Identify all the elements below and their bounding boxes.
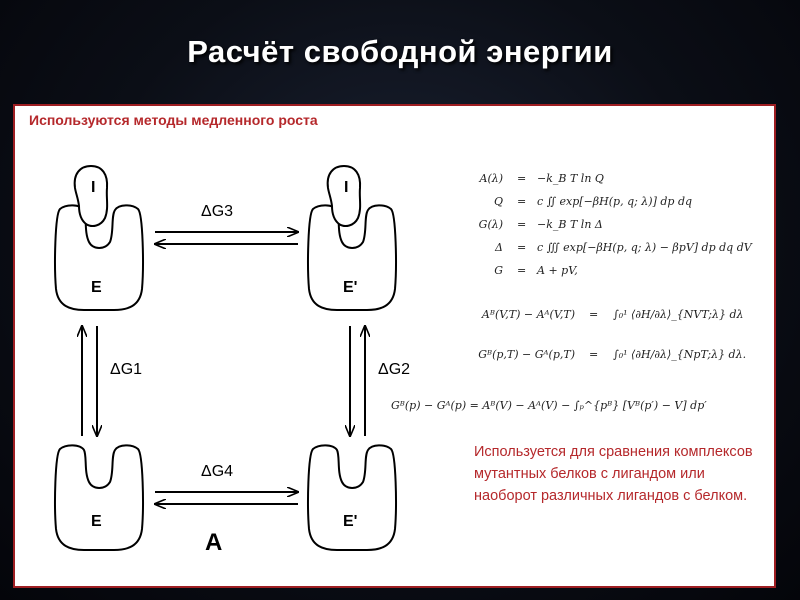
int1-rel: =	[589, 308, 599, 321]
eq2-rel: =	[517, 195, 527, 208]
ligand-label-top-right: I	[344, 179, 349, 196]
equation-system	[479, 172, 753, 277]
ligand-label-top-left: I	[91, 179, 96, 196]
panel-subtitle: Используются методы медленного роста	[29, 112, 318, 128]
equation-integrals	[478, 308, 746, 361]
edge-label-dg3: ΔG3	[201, 203, 234, 220]
eq1-rel: =	[517, 172, 527, 185]
int1-rhs: ∫₀¹ ⟨∂H/∂λ⟩_{NVT;λ} dλ	[613, 308, 744, 321]
protein-label-top-left: E	[91, 279, 102, 296]
int2-rhs: ∫₀¹ ⟨∂H/∂λ⟩_{NpT;λ} dλ.	[613, 348, 747, 361]
equations-block	[15, 106, 775, 586]
eq1-rhs: −k_B T ln Q	[537, 172, 604, 185]
int2-lhs: Gᴮ(p,T) − Gᴬ(p,T)	[478, 348, 575, 361]
eq2-rhs: c ∬ exp[−βH(p, q; λ)] dp dq	[537, 195, 693, 208]
cycle-label-a: A	[205, 529, 223, 556]
pressure-equation: Gᴮ(p) − Gᴬ(p) = Aᴮ(V) − Aᴬ(V) − ∫ₚ^{pᴮ} [Vᴮ(p′) − V] dp′	[391, 399, 707, 412]
eq5-rhs: A + pV,	[537, 264, 578, 277]
int1-lhs: Aᴮ(V,T) − Aᴬ(V,T)	[481, 308, 575, 321]
protein-label-bottom-left: E	[91, 513, 102, 530]
eq2-lhs: Q	[493, 195, 503, 208]
eq4-rel: =	[517, 241, 527, 254]
eq5-rel: =	[517, 264, 527, 277]
int2-rel: =	[589, 348, 599, 361]
eq3-rel: =	[517, 218, 527, 231]
eq4-lhs: Δ	[495, 241, 503, 254]
content-panel	[13, 104, 776, 588]
edge-label-dg4: ΔG4	[201, 463, 234, 480]
usage-note: Используется для сравнения комплексов мутантных белков с лигандом или наоборот различных лигандов с белком.	[474, 444, 753, 504]
eq3-lhs: G(λ)	[478, 218, 503, 231]
eq4-rhs: c ∭ exp[−βH(p, q; λ) − βpV] dp dq dV	[537, 241, 752, 254]
protein-label-bottom-right: E'	[343, 513, 358, 530]
eq3-rhs: −k_B T ln Δ	[537, 218, 603, 231]
eq1-lhs: A(λ)	[479, 172, 503, 185]
edge-label-dg1: ΔG1	[110, 361, 143, 378]
protein-label-top-right: E'	[343, 279, 358, 296]
slide-title: Расчёт свободной энергии	[187, 34, 613, 69]
eq5-lhs: G	[494, 264, 503, 277]
edge-label-dg2: ΔG2	[378, 361, 411, 378]
